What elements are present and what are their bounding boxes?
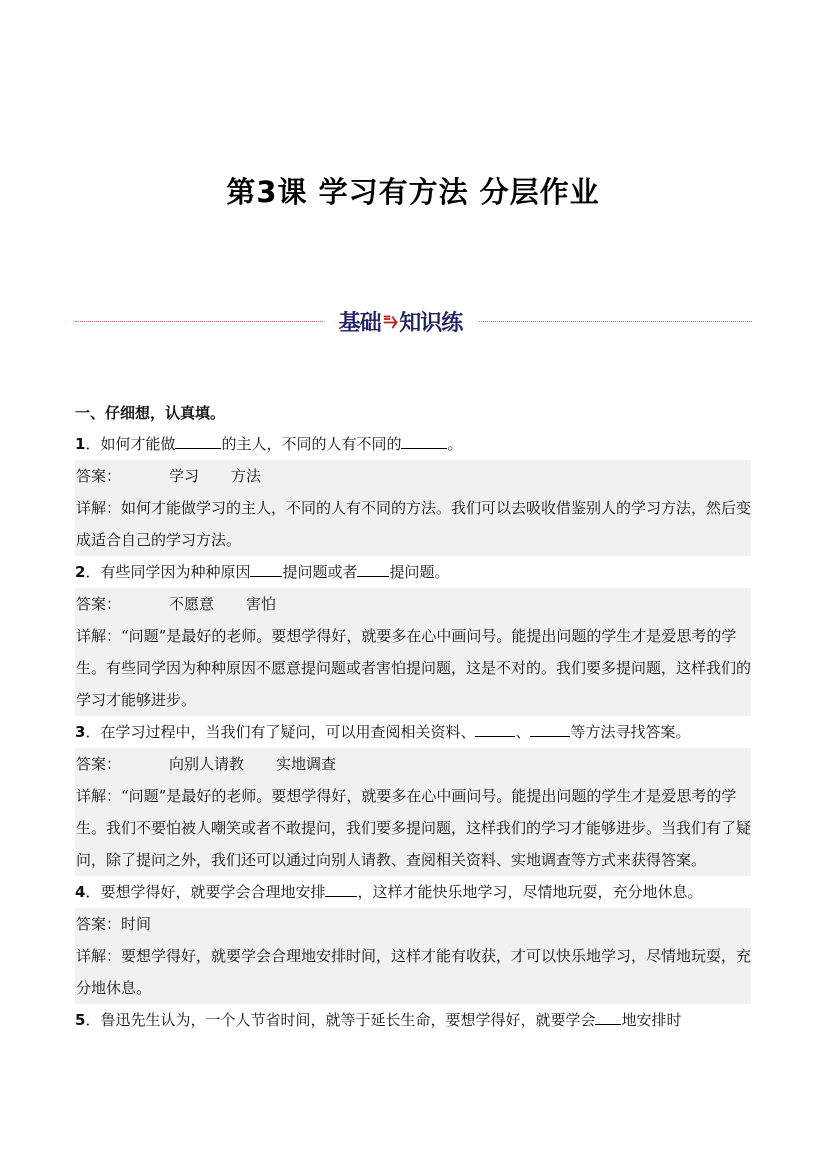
fill-blank[interactable]: [175, 434, 221, 449]
question-text: ．要想学得好，就要学会合理地安排: [85, 883, 326, 901]
question-text: 提问题或者: [282, 563, 358, 581]
answer-value: 不愿意: [169, 595, 215, 613]
question-5: [75, 1004, 759, 1036]
fill-blank[interactable]: [250, 562, 282, 577]
question-text: 等方法寻找答案。: [570, 723, 691, 741]
answer-value: 向别人请教: [169, 755, 245, 773]
answer-line: [75, 588, 751, 620]
dotted-rule-left: [75, 321, 323, 322]
answer-value: 方法: [231, 467, 262, 485]
banner-text-left: 基础: [338, 310, 381, 336]
question-3: [75, 716, 759, 748]
fill-blank[interactable]: [325, 882, 357, 897]
exercise-content: [75, 398, 759, 1036]
explanation: 详解：“问题”是最好的老师。要想学得好，就要多在心中画问号。能提出问题的学生才是爱思考的学生。我们不要怕被人嘲笑或者不敢提问，我们要多提问题，这样我们的学习才能够进步。当我们有了疑问，除了提问之外，我们还可以通过向别人请教、查阅相关资料、实地调查等方式来获得答案。: [76, 787, 752, 869]
question-text: ．鲁迅先生认为，一个人节省时间，就等于延长生命，要想学得好，就要学会: [85, 1011, 596, 1029]
question-text: ．在学习过程中，当我们有了疑问，可以用查阅相关资料、: [85, 723, 476, 741]
answer-label: 答案：: [76, 467, 122, 485]
question-text: 的主人，不同的人有不同的: [221, 435, 402, 453]
answer-value: 学习: [169, 467, 200, 485]
question-text: 、: [515, 723, 531, 741]
explanation: 详解：要想学得好，就要学会合理地安排时间，这样才能有收获，才可以快乐地学习，尽情地玩耍，充分地休息。: [76, 947, 752, 997]
answer-label: 答案：: [76, 755, 122, 773]
answer-box: [75, 908, 751, 1004]
question-1: [75, 428, 759, 460]
question-number: 5: [75, 1011, 86, 1029]
fill-blank[interactable]: [401, 434, 447, 449]
banner-label: [324, 306, 477, 336]
page-title: 第3课 学习有方法 分层作业: [226, 175, 600, 209]
question-4: [75, 876, 759, 908]
fill-blank[interactable]: [530, 722, 570, 737]
section-heading: 一、仔细想，认真填。: [75, 404, 226, 422]
fill-blank[interactable]: [595, 1010, 621, 1025]
section-banner: [75, 306, 752, 336]
explanation: 详解：如何才能做学习的主人，不同的人有不同的方法。我们可以去吸收借鉴别人的学习方法，然后变成适合自己的学习方法。: [76, 499, 752, 549]
question-number: 4: [75, 883, 86, 901]
answer-line: [75, 748, 751, 780]
banner-text-right: 知识练: [399, 310, 463, 336]
question-text: 地安排时: [621, 1011, 682, 1029]
answer-line: [75, 908, 751, 940]
link-swirl-icon: ⥱: [383, 308, 397, 334]
answer-value: 时间: [121, 915, 152, 933]
answer-value: 实地调查: [276, 755, 337, 773]
question-text: ．如何才能做: [85, 435, 176, 453]
answer-box: [75, 588, 751, 716]
question-text: 提问题。: [389, 563, 450, 581]
answer-line: [75, 460, 751, 492]
answer-box: [75, 460, 751, 556]
fill-blank[interactable]: [357, 562, 389, 577]
answer-label: 答案：: [76, 595, 122, 613]
question-number: 1: [75, 435, 86, 453]
question-2: [75, 556, 759, 588]
explanation: 详解：“问题”是最好的老师。要想学得好，就要多在心中画问号。能提出问题的学生才是爱思考的学生。有些同学因为种种原因不愿意提问题或者害怕提问题，这是不对的。我们要多提问题，这样我们的学习才能够进步。: [76, 627, 752, 709]
dotted-rule-right: [479, 321, 752, 322]
answer-box: [75, 748, 751, 876]
answer-label: 答案：: [76, 915, 122, 933]
question-text: ．有些同学因为种种原因: [85, 563, 251, 581]
question-number: 2: [75, 563, 86, 581]
question-number: 3: [75, 723, 86, 741]
answer-value: 害怕: [246, 595, 277, 613]
question-text: ，这样才能快乐地学习，尽情地玩耍，充分地休息。: [357, 883, 703, 901]
fill-blank[interactable]: [475, 722, 515, 737]
question-text: 。: [447, 435, 463, 453]
